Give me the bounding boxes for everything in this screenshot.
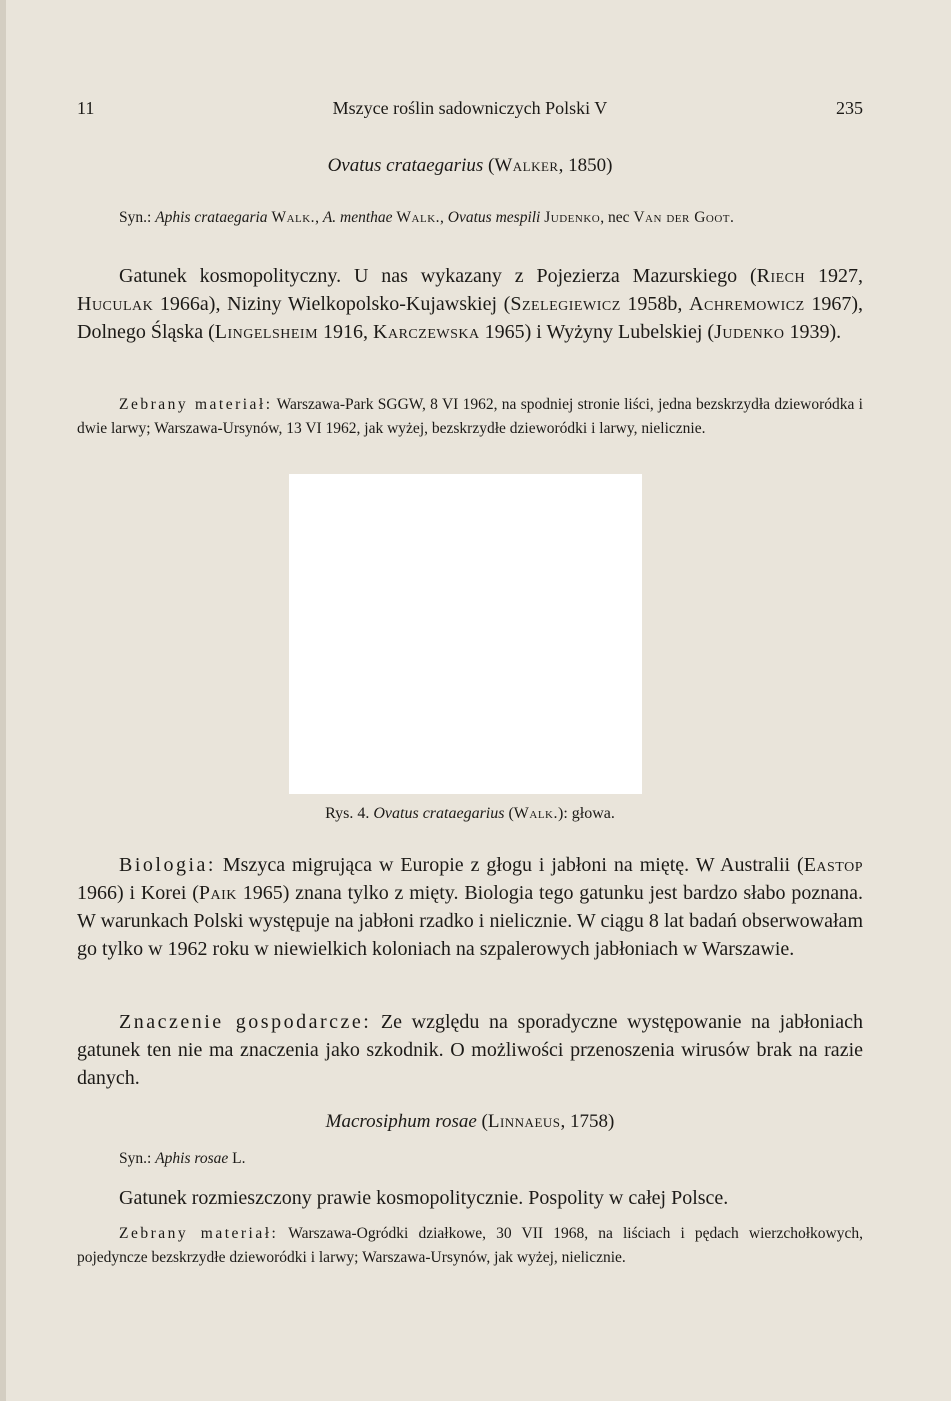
text-run: Gatunek kosmopolityczny. U nas wykazany z Pojezierza Mazurskiego ( — [119, 265, 757, 287]
syn-name: Aphis crataegaria — [155, 209, 268, 226]
running-title: Mszyce roślin sadowniczych Polski V — [332, 98, 608, 118]
author-ref: Huculak — [77, 293, 154, 315]
caption-suffix: ): głowa. — [558, 805, 615, 822]
text-run: 1965) znana tylko z mięty. Biologia tego gatunku jest bardzo słabo poznana. W warunkach Polski występuje na jabłoni rzadko i nielicznie. W ciągu 8 lat badań obserwowałam go tylko w 1962 roku w niewielkich koloniach na szpalerowych jabłoniach w Warszawie. — [77, 882, 863, 960]
biology-paragraph — [77, 851, 863, 963]
syn-author: Walk. — [396, 209, 441, 226]
figure-caption: Rys. 4. Ovatus crataegarius (Walk.): głowa. — [325, 805, 615, 822]
figure-4-image — [289, 474, 642, 794]
author-ref: Karczewska — [373, 321, 480, 343]
syn-name: A. menthae — [322, 209, 393, 226]
caption-species: Ovatus crataegarius — [373, 805, 505, 822]
caption-author: Walk. — [513, 805, 559, 822]
text-run: Mszyca migrująca w Europie z głogu i jabłoni na miętę. W Australii ( — [215, 854, 804, 876]
distribution-paragraph-macrosiphum: Gatunek rozmieszczony prawie kosmopolitycznie. Pospolity w całej Polsce. — [119, 1187, 729, 1209]
syn-nec: , nec — [600, 209, 630, 226]
text-run: 1966a), Niziny Wielkopolsko-Kujawskiej ( — [153, 293, 511, 315]
page-number-right: 235 — [836, 98, 863, 118]
species-year: , 1758) — [560, 1111, 615, 1132]
author-ref: Riech — [756, 265, 806, 287]
economic-label: Znaczenie gospodarcze: — [119, 1011, 372, 1033]
running-header — [77, 98, 863, 128]
distribution-paragraph-ovatus — [77, 262, 863, 346]
species-name: Macrosiphum rosae — [325, 1111, 477, 1132]
syn-label: Syn.: — [119, 1150, 152, 1167]
syn-name: Aphis rosae — [155, 1150, 229, 1167]
page-number-left: 11 — [77, 98, 95, 118]
collected-material-ovatus — [77, 393, 863, 441]
species-name: Ovatus crataegarius — [327, 155, 484, 176]
collected-material-macrosiphum — [77, 1222, 863, 1270]
syn-author: Walk. — [271, 209, 316, 226]
syn-author: L. — [232, 1150, 246, 1167]
text-run: 1967), Dolnego Śląska ( — [77, 293, 863, 343]
text-run: 1916, — [318, 321, 374, 343]
synonyms-ovatus: Syn.: Aphis crataegaria Walk., A. menthae Walk., Ovatus mespili Judenko, nec Van der Goot. — [119, 209, 735, 226]
author-ref: Paik — [198, 882, 237, 904]
species-heading-ovatus: Ovatus crataegarius (Walker, 1850) — [327, 155, 613, 176]
collected-label: Zebrany materiał: — [119, 1225, 279, 1242]
species-author: Walker — [494, 155, 559, 176]
species-heading-macrosiphum: Macrosiphum rosae (Linnaeus, 1758) — [325, 1111, 615, 1132]
syn-author: Van der Goot. — [633, 209, 735, 226]
collected-text: Warszawa-Park SGGW, 8 VI 1962, na spodniej stronie liści, jedna bezskrzydła dzieworódka i dwie larwy; Warszawa-Ursynów, 13 VI 1962, jak wyżej, bezskrzydłe dzieworódki i larwy, nielicznie. — [77, 396, 863, 437]
text-run: 1965) i Wyżyny Lubelskiej ( — [479, 321, 715, 343]
text-run: 1958b, — [620, 293, 690, 315]
author-ref: Achremowicz — [689, 293, 805, 315]
collected-text: Warszawa-Ogródki działkowe, 30 VII 1968, na liściach i pędach wierzchołkowych, pojedyncze bezskrzydłe dzieworódki i larwy; Warszawa-Ursynów, jak wyżej, nielicznie. — [77, 1225, 863, 1266]
syn-name: Ovatus mespili — [447, 209, 541, 226]
author-ref: Judenko — [714, 321, 785, 343]
author-ref: Eastop — [803, 854, 863, 876]
economic-text: Ze względu na sporadyczne występowanie na jabłoniach gatunek ten nie ma znaczenia jako szkodnik. O możliwości przenoszenia wirusów brak na razie danych. — [77, 1011, 863, 1089]
biology-label: Biologia: — [119, 854, 216, 876]
text-run: 1927, — [805, 265, 863, 287]
text-run: 1966) i Korei ( — [77, 882, 199, 904]
species-year: , 1850) — [558, 155, 613, 176]
syn-label: Syn.: — [119, 209, 152, 226]
species-author: Linnaeus — [487, 1111, 561, 1132]
author-ref: Lingelsheim — [214, 321, 319, 343]
text-run: 1939). — [784, 321, 842, 343]
economic-importance-paragraph — [77, 1008, 863, 1092]
page-edge — [0, 0, 6, 1401]
synonyms-macrosiphum — [77, 1150, 863, 1168]
collected-label: Zebrany materiał: — [119, 396, 273, 413]
caption-prefix: Rys. 4. — [325, 805, 370, 822]
author-ref: Szelegiewicz — [510, 293, 621, 315]
syn-author: Judenko — [544, 209, 601, 226]
